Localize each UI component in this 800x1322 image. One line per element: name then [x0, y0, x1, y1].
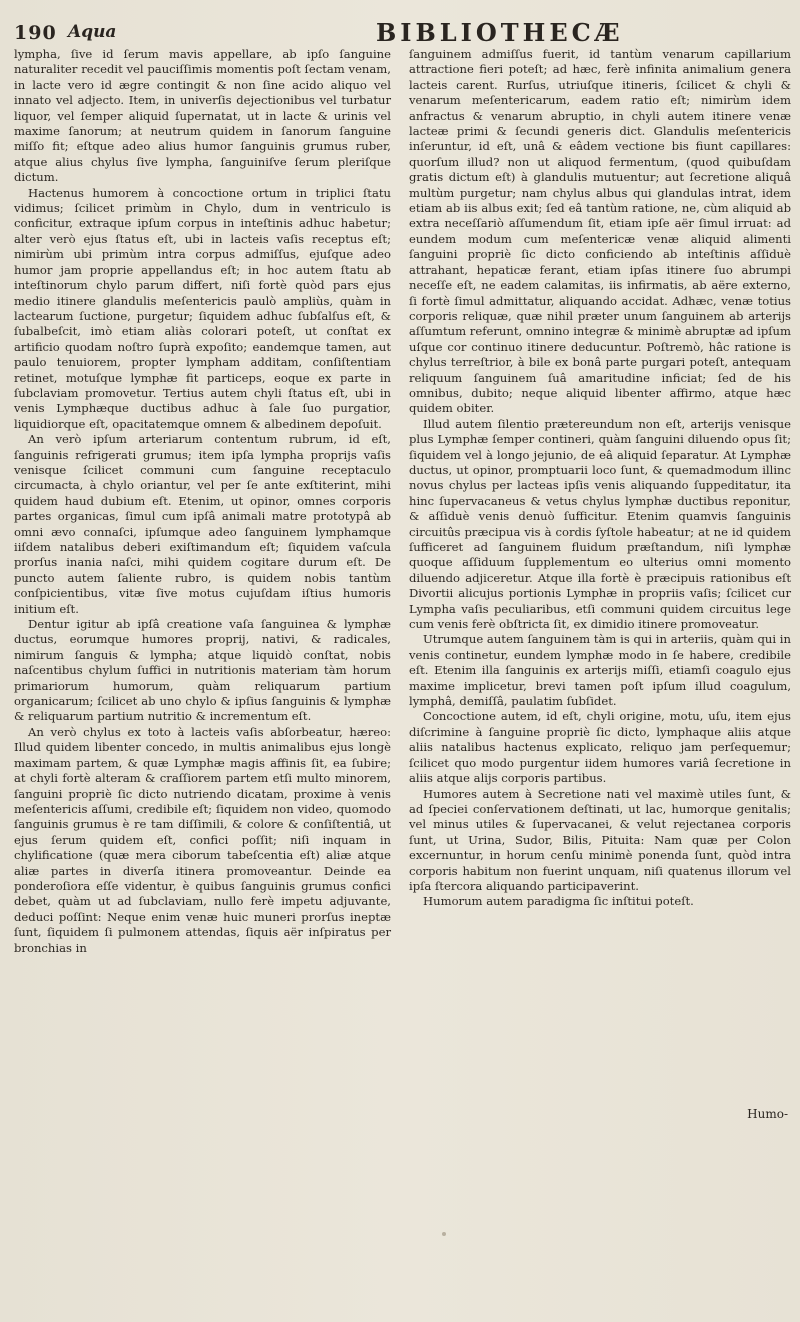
running-title: BIBLIOTHECÆ [376, 18, 624, 47]
paragraph: Utrumque autem ſanguinem tàm is qui in arteriis, quàm qui in venis continetur, eundem lymphæ modo in ſe habere, credibile eſt. Etenim illa ſanguinis ex arterijs miſſi, etiamſi coagulo ejus maxime implicetur, brevi tamen poſt ipſum illud coagulum, lymphâ, demiſſâ, paulatim ſubſidet. [409, 632, 791, 709]
paragraph: An verò chylus ex toto à lacteis vaſis abſorbeatur, hæreo: Illud quidem libenter concedo, in multis animalibus ejus longè maximam partem, & quæ Lymphæ magis affinis ſit, ea ſubire; at chyli fortè alteram & craſſiorem partem etſi multo minorem, ſanguini propriè ſic dicto nutriendo dicatam, proxime à venis meſentericis aſſumi, credibile eſt; ſiquidem non video, quomodo ſanguinis grumus è re tam diſſimili, & colore & conſiſtentiâ, ut ejus ſerum quidem eſt, confici poſſit; niſi inquam in chylificatione (quæ mera ciborum tabeſcentia eſt) aliæ atque aliæ partes in diverſa itinera promoveantur. Deinde ea ponderoſiora eſſe videntur, è quibus ſanguinis grumus confici debet, quàm ut ad ſubclaviam, nullo ferè impetu adjuvante, deduci poſſint: Neque enim venæ huic muneri prorſus ineptæ ſunt, ſiquidem ſi pulmonem attendas, ſiquis aër inſpiratus per bronchias in [14, 724, 391, 955]
footer-catchword: Humo- [747, 1107, 788, 1121]
right-column [409, 47, 791, 910]
page-number: 190 [14, 22, 57, 44]
paragraph: An verò ipſum arteriarum contentum rubrum, id eſt, ſanguinis refrigerati grumus; item ipſa lympha proprijs vaſis venisque ſcilicet communi cum ſanguine receptaculo circumacta, à chylo oriantur, vel per ſe ante exſtiterint, mihi quidem haud dubium eſt. Etenim, ut opinor, omnes corporis partes organicas, ſimul cum ipſâ animali matre prototypâ ab omni ævo connaſci, ipſumque adeo ſanguinem lymphamque iiſdem natalibus deberi exiſtimandum eſt; ſiquidem vaſcula prorſus inania naſci, mihi quidem cogitare durum eſt. De puncto autem ſaliente rubro, is quidem nobis tantùm conſpicientibus, vitæ ſive motus cujuſdam iſtius humoris initium eſt. [14, 432, 391, 616]
paragraph: Humores autem à Secretione nati vel maximè utiles ſunt, & ad ſpeciei conſervationem deſtinati, ut lac, humorque genitalis; vel minus utiles & ſupervacanei, & velut rejectanea corporis ſunt, ut Urina, Sudor, Bilis, Pituita: Nam quæ per Colon excernuntur, in horum cenſu minimè ponenda ſunt, quòd intra corporis habitum non fuerint unquam, niſi quatenus illorum vel ipſa ſtercora aliquando participaverint. [409, 786, 791, 893]
paragraph: Humorum autem paradigma ſic inſtitui poteſt. [423, 894, 694, 909]
paragraph: Concoctione autem, id eſt, chyli origine, motu, uſu, item ejus diſcrimine à ſanguine propriè ſic dicto, lymphaque aliis atque aliis natalibus hactenus explicato, reliquo jam perſequemur; ſcilicet quo modo purgentur iidem humores variâ ſecretione in aliis atque alijs corporis partibus. [409, 709, 791, 786]
paragraph: lympha, ſive id ſerum mavis appellare, ab ipſo ſanguine naturaliter recedit vel pauciſſimis momentis poſt ſectam venam, in lacte vero id ægre contingit & non ſine acido aliquo vel innato vel adjecto. Item, in univerſis dejectionibus vel turbatur liquor, vel ſemper aliquid ſupernatat, ut in lacte & urinis vel maxime ſanorum; at neutrum quidem in ſanorum ſanguine miſſo fit; eſtque adeo alius humor ſanguinis grumus ruber, atque alius chylus ſive lympha, ſanguiniſve ſerum pleriſque dictum. [14, 47, 391, 185]
header-catchword: Aqua [68, 22, 117, 42]
paragraph: Dentur igitur ab ipſâ creatione vaſa ſanguinea & lymphæ ductus, eorumque humores proprij, nativi, & radicales, nimirum ſanguis & lympha; atque liquidò conſtat, nobis naſcentibus chylum ſuffici in nutritionis materiam tàm horum primariorum humorum, quàm reliquarum partium organicarum; ſcilicet ab uno chylo & ipſius ſanguinis & lymphæ & reliquarum partium nutritio & incrementum eſt. [14, 617, 391, 724]
paragraph: Hactenus humorem à concoctione ortum in triplici ſtatu vidimus; ſcilicet primùm in Chylo, dum in ventriculo is conficitur, extraque ipſum corpus in inteſtinis adhuc habetur; alter verò ejus ſtatus eſt, ubi in lacteis vaſis receptus eſt; nimirùm ubi primùm intra corpus admiſſus, ejuſque adeo humor jam proprie appellandus eſt; in hoc autem ſtatu ab inteſtinorum chylo parum differt, niſi fortè quòd pars ejus medio itinere glandulis meſentericis paulò ampliùs, quàm in lactearum ſuctione, purgetur; ſiquidem adhuc ſubſalſus eſt, & ſubalbeſcit, imò etiam aliàs colorari poteſt, ut conſtat ex artificio quodam noſtro ſuprà expoſito; eandemque tamen, aut paulo tenuiorem, propter lympham additam, conſiſtentiam retinet, motuſque lymphæ fit particeps, eoque ex parte in ſubclaviam promovetur. Tertius autem chyli ſtatus eſt, ubi in venis Lymphæque ductibus adhuc à ſale ſuo purgatior, liquidiorque eſt, opacitatemque omnem & albedinem depoſuit. [14, 185, 391, 431]
paragraph: ſanguinem admiſſus fuerit, id tantùm venarum capillarium attractione fieri poteſt; ad hæc, ferè infinita animalium genera lacteis carent. Rurſus, utriuſque itineris, ſcilicet & chyli & venarum meſentericarum, eadem ratio eſt; nimirùm idem anfractus & venarum abruptio, in chyli autem itinere venæ lacteæ primi & ſecundi generis dict. Glandulis meſentericis inſeruntur, id eſt, unâ & eâdem vectione bis fiunt capillares: quorſum illud? non ut aliquod fermentum, (quod quibuſdam gratis dictum eſt) à glandulis mutuentur; aut ſecretione aliquâ multùm purgetur; nam chylus albus qui glandulas intrat, idem etiam ab iis albus exit; ſed eâ tantùm ratione, ne, cùm aliquid ab extra neceſſariò aſſumendum ſit, etiam ipſe aër ſimul irruat: ad eundem modum cum meſentericæ venæ aliquid alimenti ſanguini propriè ſic dicto conficiendo ab inteſtinis aſſiduè attrahant, hepaticæ ferant, etiam ipſas itinere ſuo abrumpi neceſſe eſt, ne eadem calamitas, iis infirmatis, ab aëre externo, ſi fortè ſimul admittatur, aliquando accidat. Adhæc, venæ totius corporis reliquæ, quæ nihil præter unum ſanguinem ab arterijs aſſumtum referunt, omnino integræ & minimè abruptæ ad ipſum uſque cor continuo itinere deducuntur. Poſtremò, hâc ratione is chylus terreſtrior, à bile ex bonâ parte purgari poteſt, antequam reliquum ſanguinem ſuâ amaritudine inficiat; ſed de his omnibus, dubito; neque aliquid libenter affirmo, atque hæc quidem obiter. [409, 47, 791, 416]
paragraph: Illud autem ſilentio prætereundum non eſt, arterijs venisque plus Lymphæ ſemper contineri, quàm ſanguini diluendo opus ſit; ſiquidem vel à longo jejunio, de eâ aliquid ſeparatur. At Lymphæ ductus, ut opinor, promptuarii loco ſunt, & quemadmodum illinc novus chylus per lacteas ipſis venis aliquando ſuppeditatur, ita hinc ſupervacaneus & vetus chylus lymphæ ductibus reponitur, & aſſiduè venis denuò ſufficitur. Etenim quamvis ſanguinis circuitûs præcipua vis à cordis ſyſtole habeatur; at ne id quidem ſufficeret ad ſanguinem fluidum præſtandum, niſi lymphæ quoque aſſiduum ſupplementum eo ulterius omni momento diluendo adjiceretur. Atque illa fortè è præcipuis rationibus eſt Divortii alicujus portionis Lymphæ in propriis vaſis; ſcilicet cur Lympha vaſis peculiaribus, etſi communi quidem circuitus lege cum venis ferè obſtricta ſit, ex dimidio itinere promoveatur. [409, 416, 791, 632]
ink-spot [442, 1232, 446, 1236]
left-column [14, 47, 391, 956]
